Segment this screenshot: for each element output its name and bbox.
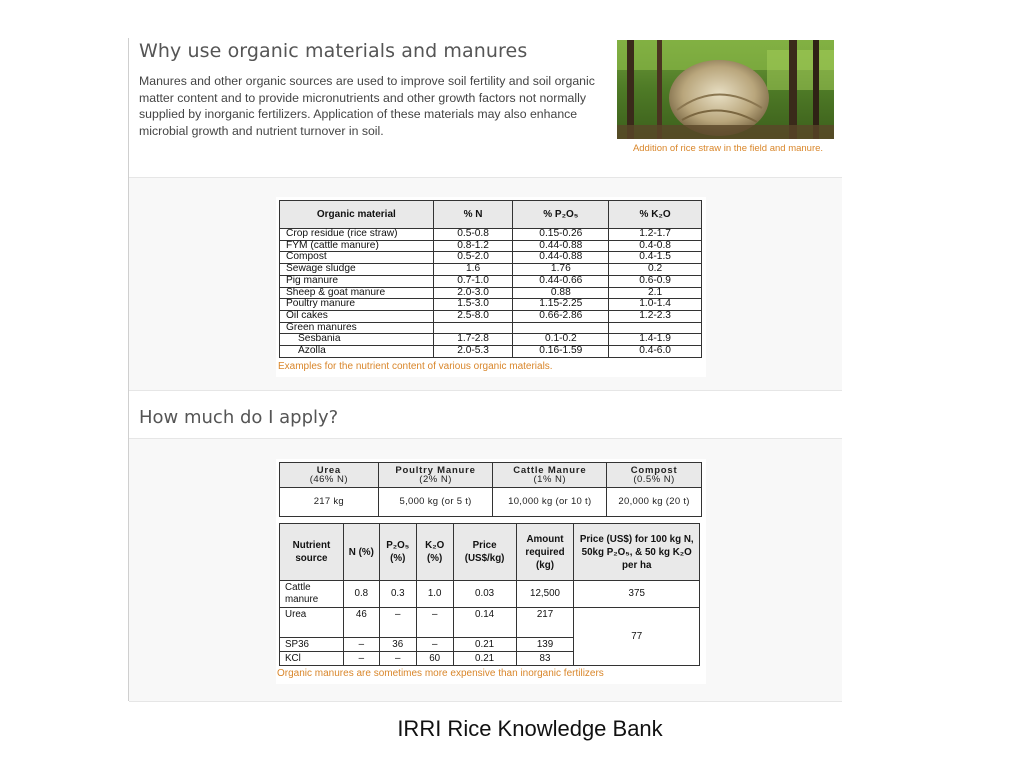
k-percent: –	[416, 608, 453, 638]
price-per-kg: 0.21	[453, 638, 516, 652]
table-row	[280, 287, 702, 299]
poultry-manure-amount: 5,000 kg (or 5 t)	[378, 488, 493, 517]
p-value: 0.1-0.2	[513, 334, 609, 346]
price-per-kg: 0.21	[453, 652, 516, 666]
compost-amount: 20,000 kg (20 t)	[607, 488, 702, 517]
material-name: Crop residue (rice straw)	[280, 229, 434, 241]
k-value: 0.4-6.0	[609, 346, 702, 358]
header-p2o5-percent: P₂O₅ (%)	[379, 524, 416, 581]
p-value	[513, 322, 609, 334]
section-title-organic-materials: Why use organic materials and manures	[139, 40, 528, 62]
table-header-row	[280, 463, 702, 488]
intro-paragraph: Manures and other organic sources are used to improve soil fertility and soil organic matter content and to provide micronutrients and other growth factors not normally supplied by inorganic fertilizers. Application of these materials may also enhance microbial growth and nutrient turnover in soil.	[139, 74, 595, 138]
header-nutrient-source: Nutrient source	[280, 524, 344, 581]
price-per-kg: 0.03	[453, 581, 516, 608]
header-poultry-manure: Poultry Manure (2% N)	[378, 463, 493, 488]
k-value: 1.0-1.4	[609, 299, 702, 311]
nutrient-source: Cattle manure	[280, 581, 344, 608]
header-price-per-kg: Price (US$/kg)	[453, 524, 516, 581]
n-percent: –	[343, 638, 379, 652]
p-percent: –	[379, 608, 416, 638]
header-k2o-percent: K₂O (%)	[416, 524, 453, 581]
amount-required: 139	[516, 638, 574, 652]
rice-straw-photo	[617, 40, 834, 139]
section-title-how-much-apply: How much do I apply?	[139, 407, 339, 428]
header-amount-required: Amount required (kg)	[516, 524, 574, 581]
n-percent: 46	[343, 608, 379, 638]
material-name: Sesbania	[280, 334, 434, 346]
k-value: 1.4-1.9	[609, 334, 702, 346]
n-value: 2.5-8.0	[433, 310, 513, 322]
p-value: 0.44-0.66	[513, 275, 609, 287]
table-header-row	[280, 524, 700, 581]
material-name: Pig manure	[280, 275, 434, 287]
k-value: 0.4-0.8	[609, 240, 702, 252]
p-value: 0.66-2.86	[513, 310, 609, 322]
header-k2o: % K₂O	[609, 201, 702, 229]
n-value: 0.7-1.0	[433, 275, 513, 287]
photo-caption: Addition of rice straw in the field and manure.	[632, 143, 824, 154]
k-value: 2.1	[609, 287, 702, 299]
n-value: 0.5-0.8	[433, 229, 513, 241]
k-value: 1.2-1.7	[609, 229, 702, 241]
p-percent: –	[379, 652, 416, 666]
nutrient-source: Urea	[280, 608, 344, 638]
material-name: Azolla	[280, 346, 434, 358]
header-compost: Compost (0.5% N)	[607, 463, 702, 488]
nutrient-source: KCl	[280, 652, 344, 666]
k-percent: 1.0	[416, 581, 453, 608]
price-comparison-table	[279, 523, 700, 666]
cattle-manure-amount: 10,000 kg (or 10 t)	[493, 488, 607, 517]
n-value: 2.0-3.0	[433, 287, 513, 299]
n-value: 1.5-3.0	[433, 299, 513, 311]
k-percent: –	[416, 638, 453, 652]
p-value: 1.76	[513, 264, 609, 276]
price-per-kg: 0.14	[453, 608, 516, 638]
header-cattle-manure: Cattle Manure (1% N)	[493, 463, 607, 488]
table-row	[280, 608, 700, 638]
p-percent: 36	[379, 638, 416, 652]
amount-required: 217	[516, 608, 574, 638]
n-percent: 0.8	[343, 581, 379, 608]
p-percent: 0.3	[379, 581, 416, 608]
table-row	[280, 240, 702, 252]
amount-required: 83	[516, 652, 574, 666]
material-name: FYM (cattle manure)	[280, 240, 434, 252]
nitrogen-equivalence-table	[279, 462, 702, 517]
table-row	[280, 264, 702, 276]
table-row	[280, 346, 702, 358]
header-p2o5: % P₂O₅	[513, 201, 609, 229]
n-value: 2.0-5.3	[433, 346, 513, 358]
header-urea: Urea (46% N)	[280, 463, 379, 488]
p-value: 0.15-0.26	[513, 229, 609, 241]
material-name: Sheep & goat manure	[280, 287, 434, 299]
table-row	[280, 310, 702, 322]
p-value: 0.16-1.59	[513, 346, 609, 358]
table-row	[280, 334, 702, 346]
table-row	[280, 252, 702, 264]
n-value: 0.5-2.0	[433, 252, 513, 264]
header-n: % N	[433, 201, 513, 229]
k-value: 0.6-0.9	[609, 275, 702, 287]
n-value: 1.6	[433, 264, 513, 276]
k-value: 0.4-1.5	[609, 252, 702, 264]
n-percent: –	[343, 652, 379, 666]
urea-amount: 217 kg	[280, 488, 379, 517]
table-row	[280, 275, 702, 287]
header-organic-material: Organic material	[280, 201, 434, 229]
k-value: 0.2	[609, 264, 702, 276]
amount-required: 12,500	[516, 581, 574, 608]
material-name: Green manures	[280, 322, 434, 334]
k-value	[609, 322, 702, 334]
material-name: Compost	[280, 252, 434, 264]
table-row	[280, 488, 702, 517]
total-price-cattle: 375	[574, 581, 700, 608]
header-total-price: Price (US$) for 100 kg N, 50kg P₂O₅, & 50 kg K₂O per ha	[574, 524, 700, 581]
header-n-percent: N (%)	[343, 524, 379, 581]
p-value: 0.88	[513, 287, 609, 299]
nutrient-table-caption: Examples for the nutrient content of various organic materials.	[278, 361, 553, 372]
material-name: Sewage sludge	[280, 264, 434, 276]
p-value: 0.44-0.88	[513, 240, 609, 252]
p-value: 1.15-2.25	[513, 299, 609, 311]
material-name: Oil cakes	[280, 310, 434, 322]
nutrient-content-table	[279, 200, 702, 358]
nutrient-source: SP36	[280, 638, 344, 652]
p-value: 0.44-0.88	[513, 252, 609, 264]
slide-footer-source: IRRI Rice Knowledge Bank	[397, 716, 663, 741]
price-table-caption: Organic manures are sometimes more expensive than inorganic fertilizers	[277, 668, 604, 679]
n-value: 1.7-2.8	[433, 334, 513, 346]
n-value	[433, 322, 513, 334]
table-row	[280, 581, 700, 608]
total-price-inorganic: 77	[574, 608, 700, 666]
n-value: 0.8-1.2	[433, 240, 513, 252]
k-value: 1.2-2.3	[609, 310, 702, 322]
table-header-row	[280, 201, 702, 229]
table-row	[280, 229, 702, 241]
k-percent: 60	[416, 652, 453, 666]
material-name: Poultry manure	[280, 299, 434, 311]
table-row	[280, 322, 702, 334]
table-row	[280, 299, 702, 311]
